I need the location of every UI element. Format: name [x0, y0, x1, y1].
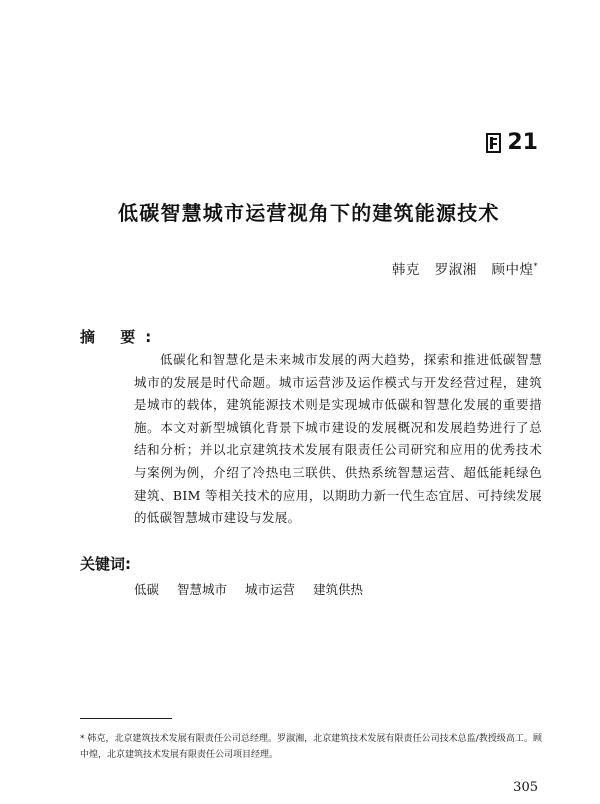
abstract-text: 低碳化和智慧化是未来城市发展的两大趋势，探索和推进低碳智慧城市的发展是时代命题。城市运营涉及运作模式与开发经营过程，建筑是城市的载体，建筑能源技术则是实现城市低碳和智慧化发展的重要措施。本文对新型城镇化背景下城市建设的发展概况和发展趋势进行了总结和分析；并以北京建筑技术发展有限责任公司研究和应用的优秀技术与案例为例，介绍了冷热电三联供、供热系统智慧运营、超低能耗绿色建筑、BIM 等相关技术的应用，以期助力新一代生态宜居、可持续发展的低碳智慧城市建设与发展。 [134, 352, 542, 526]
footnote: * 韩克，北京建筑技术发展有限责任公司总经理。罗淑湘，北京建筑技术发展有限责任公司技术总监/教授级高工。顾中煌，北京建筑技术发展有限责任公司项目经理。 [80, 734, 542, 760]
footnote-divider [80, 718, 172, 719]
chapter-number: 21 [507, 130, 538, 155]
keyword: 智慧城市 [177, 582, 228, 597]
keywords-label: 关键词: [80, 555, 131, 573]
keywords-list [134, 580, 363, 598]
keyword: 建筑供热 [313, 582, 364, 597]
author-name: 罗淑湘 [434, 262, 477, 278]
page-title: 低碳智慧城市运营视角下的建筑能源技术 [118, 201, 500, 225]
report-badge-icon [486, 133, 501, 153]
keyword: 低碳 [134, 582, 160, 597]
keyword: 城市运营 [245, 582, 296, 597]
chapter-marker [486, 131, 538, 155]
author-name: 韩克 [391, 262, 420, 278]
author-name: 顾中煌* [491, 261, 538, 278]
page-number: 305 [513, 780, 538, 795]
footnote-mark: * [533, 261, 538, 271]
authors [382, 258, 538, 278]
abstract-label: 摘 要: [80, 328, 162, 346]
